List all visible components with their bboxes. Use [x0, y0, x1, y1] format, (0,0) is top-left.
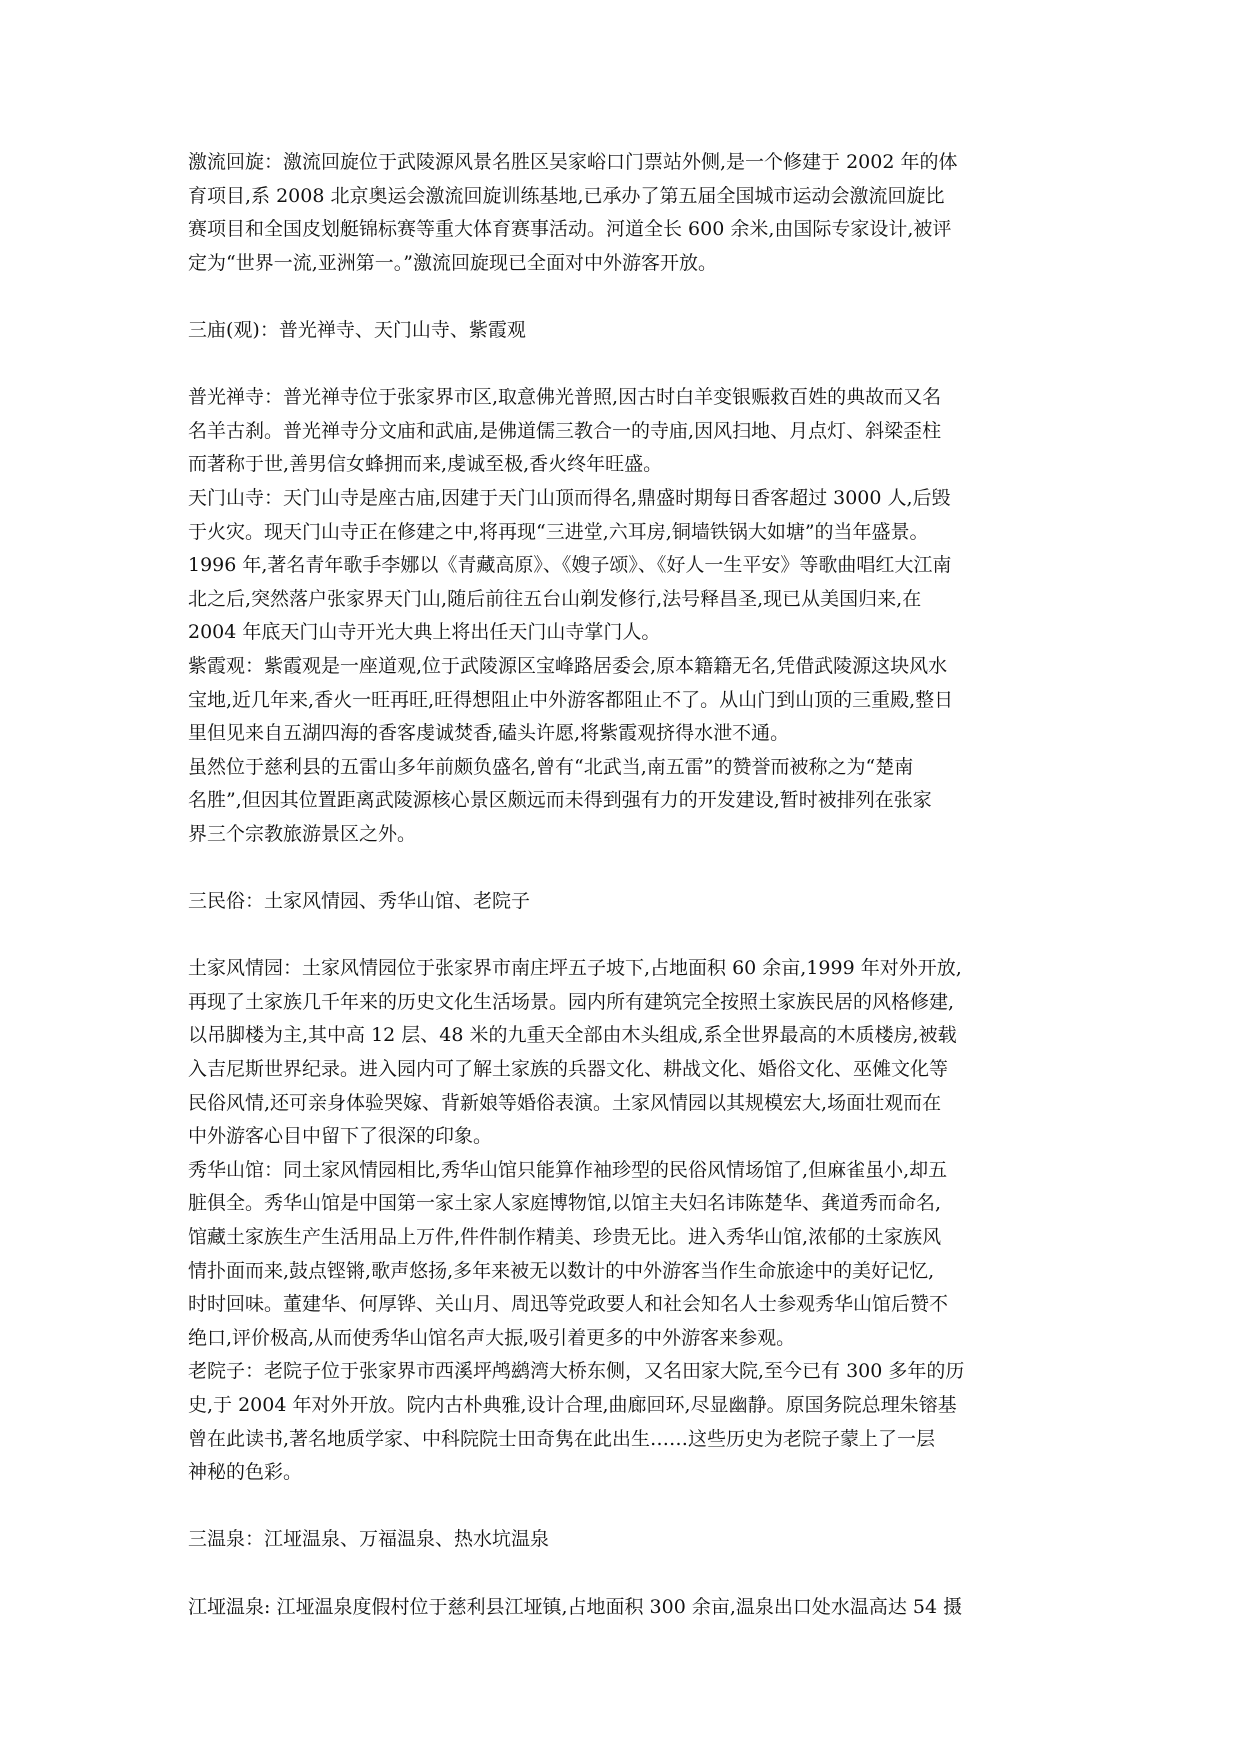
spacer — [188, 280, 1053, 314]
spacer — [188, 851, 1053, 885]
section-heading-folk: 三民俗：土家风情园、秀华山馆、老院子 — [188, 890, 531, 913]
paragraph-xiuhua-hall: 秀华山馆：同土家风情园相比,秀华山馆只能算作袖珍型的民俗风情场馆了,但麻雀虽小,却五 脏俱全。秀华山馆是中国第一家土家人家庭博物馆,以馆主夫妇名讳陈楚华、龚道秀而命名, 馆藏土家族生产生活用品上万件,件件制作精美、珍贵无比。进入秀华山馆,浓郁的土家族风 情扑面而来,鼓点铿锵,歌声悠扬,多年来被无以数计的中外游客当作生命旅途中的美好记忆, 时时回味。董建华、何厚铧、关山月、周迅等党政要人和社会知名人士参观秀华山馆后赞不 绝口,评价极高,从而使秀华山馆名声大振,吸引着更多的中外游客来参观。 — [188, 1158, 949, 1349]
section-heading-temples: 三庙(观)：普光禅寺、天门山寺、紫霞观 — [188, 318, 526, 341]
spacer — [188, 919, 1053, 953]
paragraph-tujia-garden: 土家风情园：土家风情园位于张家界市南庄坪五子坡下,占地面积 60 余亩,1999 年对外开放, 再现了土家族几千年来的历史文化生活场景。园内所有建筑完全按照土家族民居的风格修建, 以吊脚楼为主,其中高 12 层、48 米的九重天全部由木头组成,系全世界最高的木质楼房,被载 入吉尼斯世界纪录。进入园内可了解土家族的兵器文化、耕战文化、婚俗文化、巫傩文化等 民俗风情,还可亲身体验哭嫁、背新娘等婚俗表演。土家风情园以其规模宏大,场面壮观而在 中外游客心目中留下了很深的印象。 — [188, 957, 962, 1148]
document-body — [188, 146, 1053, 1624]
section-heading-hot-springs: 三温泉：江垭温泉、万福温泉、热水坑温泉 — [188, 1528, 550, 1551]
paragraph-jiangya-spring: 江垭温泉: 江垭温泉度假村位于慈利县江垭镇,占地面积 300 余亩,温泉出口处水温高达 54 摄 — [188, 1595, 963, 1618]
paragraph-zixia-temple: 紫霞观：紫霞观是一座道观,位于武陵源区宝峰路居委会,原本籍籍无名,凭借武陵源这块风水 宝地,近几年来,香火一旺再旺,旺得想阻止中外游客都阻止不了。从山门到山顶的三重殿,整日 里但见来自五湖四海的香客虔诚焚香,磕头许愿,将紫霞观挤得水泄不通。 — [188, 654, 954, 745]
paragraph-tianmen-temple: 天门山寺：天门山寺是座古庙,因建于天门山顶而得名,鼎盛时期每日香客超过 3000 人,后毁 于火灾。现天门山寺正在修建之中,将再现“三进堂,六耳房,铜墙铁锅大如塘”的当年盛景。 1996 年,著名青年歌手李娜以《青藏高原》、《嫂子颂》、《好人一生平安》等歌曲唱红大江南 北之后,突然落户张家界天门山,随后前往五台山剃发修行,法号释昌圣,现已从美国归来,在 2004 年底天门山寺开光大典上将出任天门山寺掌门人。 — [188, 486, 952, 644]
paragraph-wulei-mountain: 虽然位于慈利县的五雷山多年前颇负盛名,曾有“北武当,南五雷”的赞誉而被称之为“楚南 名胜”,但因其位置距离武陵源核心景区颇远而未得到强有力的开发建设,暂时被排列在张家 界三个宗教旅游景区之外。 — [188, 755, 932, 845]
paragraph-old-courtyard: 老院子：老院子位于张家界市西溪坪鸬鹚湾大桥东侧，又名田家大院,至今已有 300 多年的历 史,于 2004 年对外开放。院内古朴典雅,设计合理,曲廊回环,尽显幽静。原国务院总理朱镕基 曾在此读书,著名地质学家、中科院院士田奇隽在此出生……这些历史为老院子蒙上了一层 神秘的色彩。 — [188, 1360, 965, 1484]
spacer — [188, 1557, 1053, 1591]
paragraph-puguang-temple: 普光禅寺：普光禅寺位于张家界市区,取意佛光普照,因古时白羊变银赈救百姓的典故而又名 名羊古刹。普光禅寺分文庙和武庙,是佛道儒三教合一的寺庙,因风扫地、月点灯、斜梁歪柱 而著称于世,善男信女蜂拥而来,虔诚至极,香火终年旺盛。 — [188, 386, 942, 476]
spacer — [188, 1490, 1053, 1524]
spacer — [188, 348, 1053, 382]
paragraph-rafting: 激流回旋：激流回旋位于武陵源风景名胜区吴家峪口门票站外侧,是一个修建于 2002 年的体 育项目,系 2008 北京奥运会激流回旋训练基地,已承办了第五届全国城市运动会激流回旋比 赛项目和全国皮划艇锦标赛等重大体育赛事活动。河道全长 600 余米,由国际专家设计,被评 定为“世界一流,亚洲第一。”激流回旋现已全面对中外游客开放。 — [188, 151, 958, 274]
